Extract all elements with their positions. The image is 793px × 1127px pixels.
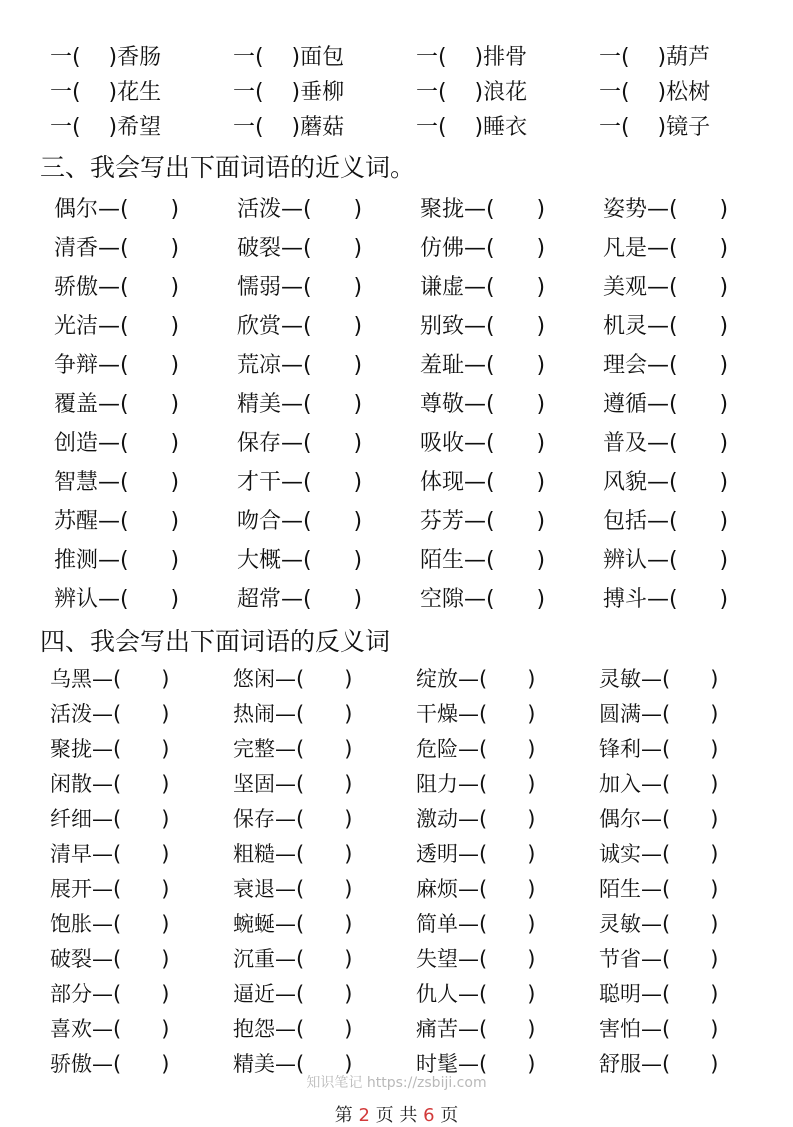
antonym-item: 抱怨—( ) bbox=[233, 1017, 353, 1041]
synonym-item: 辨认—( ) bbox=[603, 548, 729, 573]
measure-word-item: 一( )香肠 bbox=[50, 45, 162, 70]
antonym-item: 坚固—( ) bbox=[233, 772, 353, 796]
measure-word-item: 一( )葫芦 bbox=[599, 45, 711, 70]
synonym-item: 搏斗—( ) bbox=[603, 587, 729, 612]
measure-word-row bbox=[0, 110, 793, 144]
synonym-item: 推测—( ) bbox=[54, 548, 180, 573]
antonym-row bbox=[0, 768, 793, 802]
synonym-item: 懦弱—( ) bbox=[237, 275, 363, 300]
synonym-item: 谦虚—( ) bbox=[420, 275, 546, 300]
antonym-item: 失望—( ) bbox=[416, 947, 536, 971]
antonym-item: 乌黑—( ) bbox=[50, 667, 170, 691]
antonym-row bbox=[0, 873, 793, 907]
measure-word-item: 一( )蘑菇 bbox=[233, 115, 345, 140]
synonym-row bbox=[0, 504, 793, 538]
antonym-item: 绽放—( ) bbox=[416, 667, 536, 691]
antonym-item: 破裂—( ) bbox=[50, 947, 170, 971]
synonym-row bbox=[0, 192, 793, 226]
synonym-item: 理会—( ) bbox=[603, 353, 729, 378]
measure-word-item: 一( )松树 bbox=[599, 80, 711, 105]
antonym-item: 陌生—( ) bbox=[599, 877, 719, 901]
synonym-item: 精美—( ) bbox=[237, 392, 363, 417]
synonym-row bbox=[0, 387, 793, 421]
antonym-item: 危险—( ) bbox=[416, 737, 536, 761]
measure-word-row bbox=[0, 40, 793, 74]
antonym-item: 节省—( ) bbox=[599, 947, 719, 971]
footer-prefix: 第 bbox=[334, 1105, 353, 1126]
synonym-item: 聚拢—( ) bbox=[420, 197, 546, 222]
antonym-row bbox=[0, 803, 793, 837]
synonym-item: 凡是—( ) bbox=[603, 236, 729, 261]
measure-word-item: 一( )花生 bbox=[50, 80, 162, 105]
antonym-item: 热闹—( ) bbox=[233, 702, 353, 726]
antonym-item: 痛苦—( ) bbox=[416, 1017, 536, 1041]
measure-word-item: 一( )面包 bbox=[233, 45, 345, 70]
synonym-row bbox=[0, 426, 793, 460]
antonym-item: 加入—( ) bbox=[599, 772, 719, 796]
synonym-item: 争辩—( ) bbox=[54, 353, 180, 378]
antonym-item: 诚实—( ) bbox=[599, 842, 719, 866]
measure-word-item: 一( )镜子 bbox=[599, 115, 711, 140]
antonym-row bbox=[0, 838, 793, 872]
synonym-item: 光洁—( ) bbox=[54, 314, 180, 339]
page-footer bbox=[0, 1101, 793, 1127]
synonym-item: 超常—( ) bbox=[237, 587, 363, 612]
antonym-item: 闲散—( ) bbox=[50, 772, 170, 796]
synonym-item: 体现—( ) bbox=[420, 470, 546, 495]
antonym-item: 时髦—( ) bbox=[416, 1052, 536, 1076]
synonym-item: 才干—( ) bbox=[237, 470, 363, 495]
watermark: 知识笔记 https://zsbiji.com bbox=[306, 1075, 487, 1091]
synonym-item: 芬芳—( ) bbox=[420, 509, 546, 534]
current-page-number: 2 bbox=[358, 1105, 370, 1126]
synonym-item: 欣赏—( ) bbox=[237, 314, 363, 339]
antonym-item: 阻力—( ) bbox=[416, 772, 536, 796]
antonym-item: 展开—( ) bbox=[50, 877, 170, 901]
synonym-item: 偶尔—( ) bbox=[54, 197, 180, 222]
synonym-item: 机灵—( ) bbox=[603, 314, 729, 339]
antonym-item: 衰退—( ) bbox=[233, 877, 353, 901]
antonym-item: 激动—( ) bbox=[416, 807, 536, 831]
antonym-item: 圆满—( ) bbox=[599, 702, 719, 726]
measure-word-item: 一( )希望 bbox=[50, 115, 162, 140]
synonym-item: 羞耻—( ) bbox=[420, 353, 546, 378]
antonym-item: 灵敏—( ) bbox=[599, 912, 719, 936]
synonym-item: 风貌—( ) bbox=[603, 470, 729, 495]
synonym-item: 吻合—( ) bbox=[237, 509, 363, 534]
synonym-item: 别致—( ) bbox=[420, 314, 546, 339]
synonym-row bbox=[0, 270, 793, 304]
antonym-row bbox=[0, 698, 793, 732]
antonym-item: 麻烦—( ) bbox=[416, 877, 536, 901]
antonym-item: 仇人—( ) bbox=[416, 982, 536, 1006]
antonym-item: 舒服—( ) bbox=[599, 1052, 719, 1076]
antonym-item: 透明—( ) bbox=[416, 842, 536, 866]
synonym-section-heading: 三、我会写出下面词语的近义词。 bbox=[40, 153, 416, 182]
antonym-item: 部分—( ) bbox=[50, 982, 170, 1006]
antonym-row bbox=[0, 978, 793, 1012]
synonym-item: 美观—( ) bbox=[603, 275, 729, 300]
synonym-row bbox=[0, 543, 793, 577]
antonym-item: 逼近—( ) bbox=[233, 982, 353, 1006]
measure-word-item: 一( )睡衣 bbox=[416, 115, 528, 140]
antonym-item: 粗糙—( ) bbox=[233, 842, 353, 866]
measure-word-item: 一( )垂柳 bbox=[233, 80, 345, 105]
antonym-row bbox=[0, 943, 793, 977]
synonym-row bbox=[0, 309, 793, 343]
synonym-item: 普及—( ) bbox=[603, 431, 729, 456]
synonym-item: 包括—( ) bbox=[603, 509, 729, 534]
synonym-item: 姿势—( ) bbox=[603, 197, 729, 222]
synonym-row bbox=[0, 465, 793, 499]
total-pages-number: 6 bbox=[423, 1105, 435, 1126]
antonym-item: 完整—( ) bbox=[233, 737, 353, 761]
synonym-item: 辨认—( ) bbox=[54, 587, 180, 612]
synonym-item: 吸收—( ) bbox=[420, 431, 546, 456]
antonym-row bbox=[0, 1013, 793, 1047]
synonym-item: 大概—( ) bbox=[237, 548, 363, 573]
antonym-item: 饱胀—( ) bbox=[50, 912, 170, 936]
synonym-item: 荒凉—( ) bbox=[237, 353, 363, 378]
synonym-item: 保存—( ) bbox=[237, 431, 363, 456]
measure-word-item: 一( )浪花 bbox=[416, 80, 528, 105]
antonym-item: 聚拢—( ) bbox=[50, 737, 170, 761]
synonym-item: 苏醒—( ) bbox=[54, 509, 180, 534]
antonym-item: 沉重—( ) bbox=[233, 947, 353, 971]
antonym-item: 蜿蜒—( ) bbox=[233, 912, 353, 936]
footer-suffix: 页 bbox=[440, 1105, 459, 1126]
antonym-item: 偶尔—( ) bbox=[599, 807, 719, 831]
antonym-row bbox=[0, 733, 793, 767]
synonym-item: 清香—( ) bbox=[54, 236, 180, 261]
measure-word-row bbox=[0, 75, 793, 109]
synonym-item: 尊敬—( ) bbox=[420, 392, 546, 417]
antonym-row bbox=[0, 908, 793, 942]
synonym-row bbox=[0, 231, 793, 265]
antonym-item: 害怕—( ) bbox=[599, 1017, 719, 1041]
synonym-row bbox=[0, 348, 793, 382]
synonym-item: 骄傲—( ) bbox=[54, 275, 180, 300]
antonym-section-heading: 四、我会写出下面词语的反义词 bbox=[40, 627, 391, 656]
synonym-item: 创造—( ) bbox=[54, 431, 180, 456]
synonym-item: 破裂—( ) bbox=[237, 236, 363, 261]
antonym-row bbox=[0, 663, 793, 697]
antonym-item: 保存—( ) bbox=[233, 807, 353, 831]
antonym-item: 纤细—( ) bbox=[50, 807, 170, 831]
synonym-item: 智慧—( ) bbox=[54, 470, 180, 495]
synonym-item: 仿佛—( ) bbox=[420, 236, 546, 261]
antonym-item: 灵敏—( ) bbox=[599, 667, 719, 691]
footer-middle: 页 共 bbox=[375, 1105, 418, 1126]
synonym-item: 陌生—( ) bbox=[420, 548, 546, 573]
antonym-item: 清早—( ) bbox=[50, 842, 170, 866]
antonym-item: 悠闲—( ) bbox=[233, 667, 353, 691]
synonym-row bbox=[0, 582, 793, 616]
synonym-item: 遵循—( ) bbox=[603, 392, 729, 417]
antonym-item: 干燥—( ) bbox=[416, 702, 536, 726]
antonym-item: 简单—( ) bbox=[416, 912, 536, 936]
antonym-item: 喜欢—( ) bbox=[50, 1017, 170, 1041]
synonym-item: 覆盖—( ) bbox=[54, 392, 180, 417]
antonym-item: 锋利—( ) bbox=[599, 737, 719, 761]
antonym-item: 骄傲—( ) bbox=[50, 1052, 170, 1076]
antonym-item: 聪明—( ) bbox=[599, 982, 719, 1006]
measure-word-item: 一( )排骨 bbox=[416, 45, 528, 70]
synonym-item: 活泼—( ) bbox=[237, 197, 363, 222]
synonym-item: 空隙—( ) bbox=[420, 587, 546, 612]
antonym-item: 活泼—( ) bbox=[50, 702, 170, 726]
antonym-item: 精美—( ) bbox=[233, 1052, 353, 1076]
